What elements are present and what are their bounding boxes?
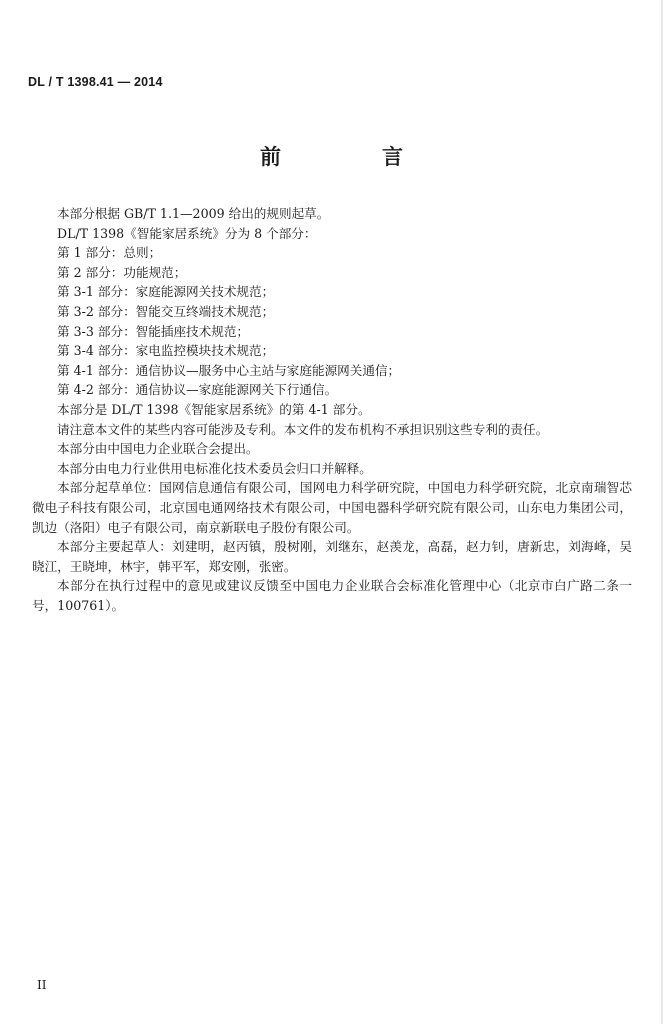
list-item-part-2: 第 2 部分：功能规范； xyxy=(57,264,187,280)
list-item-part-4-1: 第 4-1 部分：通信协议—服务中心主站与家庭能源网关通信； xyxy=(57,362,401,378)
list-item-part-1: 第 1 部分：总则； xyxy=(57,245,162,261)
list-item-part-3-2: 第 3-2 部分：智能交互终端技术规范； xyxy=(57,303,275,319)
list-item-part-4-2: 第 4-2 部分：通信协议—家庭能源网关下行通信。 xyxy=(57,382,338,398)
paragraph-patent-notice: 请注意本文件的某些内容可能涉及专利。本文件的发布机构不承担识别这些专利的责任。 xyxy=(57,421,549,437)
paragraph-managed-by: 本部分由电力行业供用电标准化技术委员会归口并解释。 xyxy=(57,460,372,476)
paragraph-drafters: 本部分主要起草人：刘建明，赵丙镇，殷树刚，刘继东，赵羡龙，高磊，赵力钊，唐新忠，刘海峰，吴晓江，王晓坤，林宇，韩平军，郑安刚，张密。 xyxy=(32,539,632,574)
paragraph-this-part: 本部分是 DL/T 1398《智能家居系统》的第 4-1 部分。 xyxy=(57,401,371,417)
list-item-part-3-4: 第 3-4 部分：家电监控模块技术规范； xyxy=(57,343,275,359)
standard-code: DL / T 1398.41 — 2014 xyxy=(28,75,163,89)
page-number: II xyxy=(37,978,47,992)
foreword-body xyxy=(32,204,632,615)
paragraph-parts-intro: DL/T 1398《智能家居系统》分为 8 个部分： xyxy=(57,225,317,241)
paragraph-proposed-by: 本部分由中国电力企业联合会提出。 xyxy=(57,441,259,457)
paragraph-drafting-units: 本部分起草单位：国网信息通信有限公司，国网电力科学研究院，中国电力科学研究院，北京南瑞智芯微电子科技有限公司，北京国电通网络技术有限公司，中国电器科学研究院有限公司，山东电力集团公司，凯边（洛阳）电子有限公司，南京新联电子股份有限公司。 xyxy=(32,480,632,535)
paragraph-drafting-rules: 本部分根据 GB/T 1.1—2009 给出的规则起草。 xyxy=(57,206,330,221)
paragraph-feedback: 本部分在执行过程中的意见或建议反馈至中国电力企业联合会标准化管理中心（北京市白广路二条一号，100761）。 xyxy=(32,578,632,613)
section-title: 前 言 xyxy=(260,145,443,169)
list-item-part-3-1: 第 3-1 部分：家庭能源网关技术规范； xyxy=(57,284,275,300)
list-item-part-3-3: 第 3-3 部分：智能插座技术规范； xyxy=(57,323,250,339)
